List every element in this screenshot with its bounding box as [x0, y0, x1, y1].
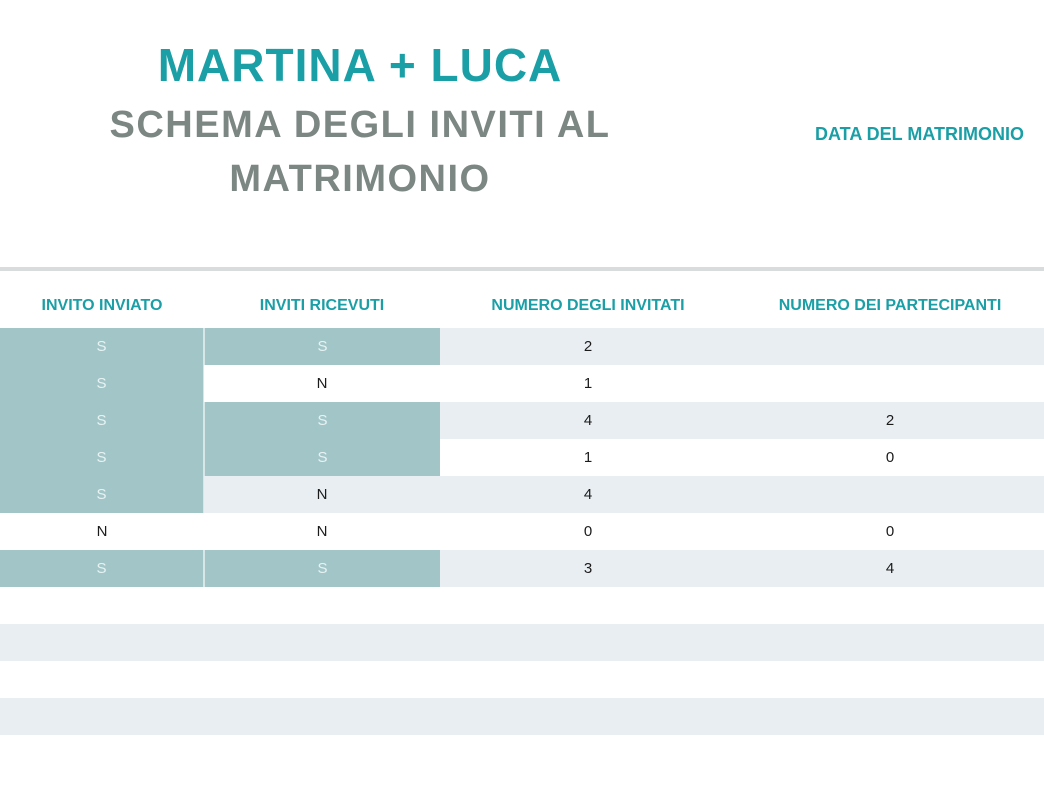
cell-invito-inviato[interactable] — [0, 624, 204, 661]
table-row — [0, 365, 1044, 402]
cell-inviti-ricevuti[interactable] — [204, 698, 440, 735]
cell-inviti-ricevuti[interactable]: S — [204, 439, 440, 476]
cell-invito-inviato[interactable]: S — [0, 476, 204, 513]
cell-numero-partecipanti[interactable]: 0 — [885, 449, 895, 466]
table-row — [0, 513, 1044, 550]
page-title-line-1: SCHEMA DEGLI INVITI AL — [109, 104, 611, 146]
table-row — [0, 476, 1044, 513]
cell-invito-inviato[interactable]: S — [0, 439, 204, 476]
cell-numero-invitati[interactable] — [440, 624, 736, 661]
cell-inviti-ricevuti[interactable] — [204, 587, 440, 624]
cell-inviti-ricevuti[interactable]: S — [204, 402, 440, 439]
cell-numero-partecipanti[interactable]: 4 — [885, 560, 895, 577]
cell-invito-inviato[interactable]: S — [0, 365, 204, 402]
invitations-table — [0, 284, 1044, 735]
table-row — [0, 439, 1044, 476]
cell-invito-inviato[interactable]: S — [0, 402, 204, 439]
cell-invito-inviato[interactable]: S — [0, 550, 204, 587]
table-body — [0, 328, 1044, 735]
column-header-numero-partecipanti[interactable]: NUMERO DEI PARTECIPANTI — [778, 297, 1002, 314]
title-block — [60, 36, 660, 206]
column-header-numero-invitati[interactable]: NUMERO DEGLI INVITATI — [491, 297, 685, 314]
cell-invito-inviato[interactable]: S — [0, 328, 204, 365]
cell-invito-inviato[interactable] — [0, 587, 204, 624]
cell-invito-inviato[interactable] — [0, 661, 204, 698]
cell-inviti-ricevuti[interactable]: N — [316, 375, 328, 392]
cell-numero-invitati[interactable]: 4 — [583, 412, 593, 429]
header-divider — [0, 267, 1044, 271]
table-header-row — [0, 284, 1044, 328]
wedding-date-label[interactable]: DATA DEL MATRIMONIO — [815, 124, 1024, 144]
cell-numero-invitati[interactable]: 3 — [583, 560, 593, 577]
cell-numero-invitati[interactable]: 4 — [583, 486, 593, 503]
table-row — [0, 587, 1044, 624]
cell-numero-partecipanti[interactable]: 0 — [885, 523, 895, 540]
cell-invito-inviato[interactable] — [0, 698, 204, 735]
cell-numero-partecipanti[interactable] — [736, 624, 1044, 661]
cell-inviti-ricevuti[interactable]: S — [204, 328, 440, 365]
cell-inviti-ricevuti[interactable] — [204, 624, 440, 661]
column-header-inviti-ricevuti[interactable]: INVITI RICEVUTI — [259, 297, 385, 314]
cell-numero-invitati[interactable]: 2 — [583, 338, 593, 355]
table-row — [0, 402, 1044, 439]
cell-numero-invitati[interactable] — [440, 698, 736, 735]
table-row — [0, 698, 1044, 735]
cell-numero-invitati[interactable]: 0 — [583, 523, 593, 540]
table-row — [0, 624, 1044, 661]
cell-numero-invitati[interactable] — [440, 661, 736, 698]
cell-numero-partecipanti[interactable] — [736, 365, 1044, 402]
cell-numero-partecipanti[interactable] — [736, 661, 1044, 698]
cell-numero-invitati[interactable]: 1 — [583, 375, 593, 392]
cell-numero-partecipanti[interactable] — [736, 476, 1044, 513]
cell-inviti-ricevuti[interactable]: S — [204, 550, 440, 587]
couple-names: MARTINA + LUCA — [157, 39, 563, 91]
cell-inviti-ricevuti[interactable]: N — [316, 523, 328, 540]
cell-invito-inviato[interactable]: N — [96, 523, 108, 540]
cell-numero-invitati[interactable] — [440, 587, 736, 624]
cell-numero-partecipanti[interactable] — [736, 698, 1044, 735]
cell-numero-partecipanti[interactable]: 2 — [885, 412, 895, 429]
table-row — [0, 661, 1044, 698]
column-header-invito-inviato[interactable]: INVITO INVIATO — [41, 297, 163, 314]
page-title-line-2: MATRIMONIO — [229, 158, 491, 200]
cell-inviti-ricevuti[interactable]: N — [316, 486, 328, 503]
cell-numero-invitati[interactable]: 1 — [583, 449, 593, 466]
cell-numero-partecipanti[interactable] — [736, 587, 1044, 624]
page-title — [60, 98, 660, 206]
table-row — [0, 550, 1044, 587]
cell-inviti-ricevuti[interactable] — [204, 661, 440, 698]
table-row — [0, 328, 1044, 365]
cell-numero-partecipanti[interactable] — [736, 328, 1044, 365]
